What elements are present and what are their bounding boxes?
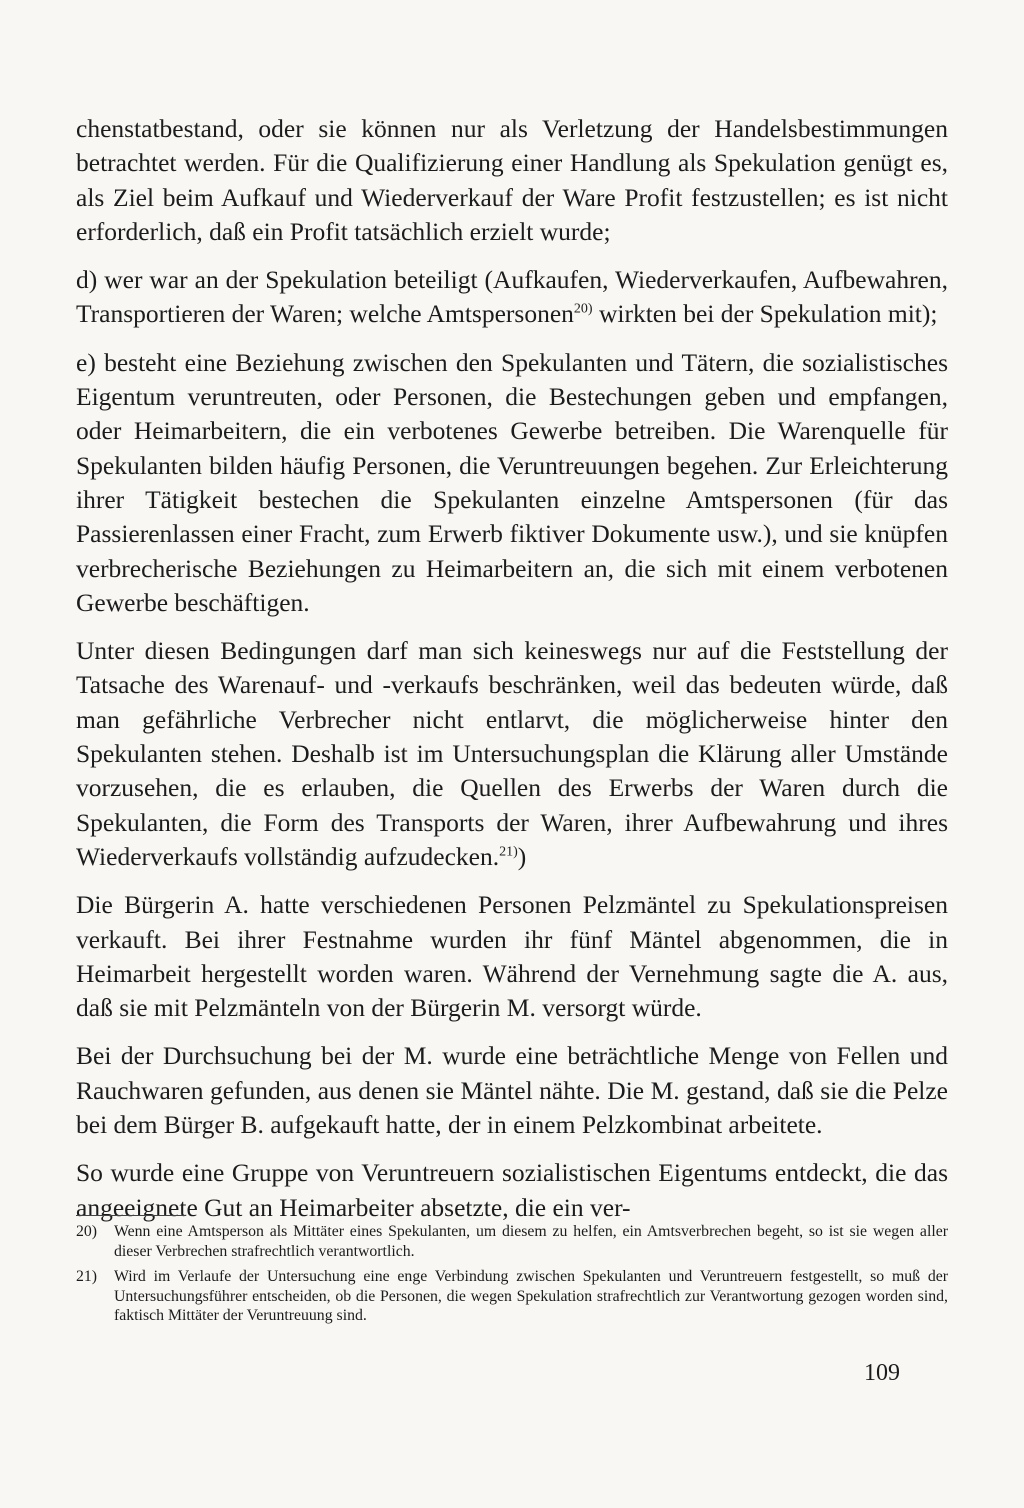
footnote-20 <box>76 1222 948 1261</box>
paragraph-buergerin-a: Die Bürgerin A. hatte verschiedenen Personen Pelzmäntel zu Spekulationspreisen verkauft. Bei ihrer Festnahme wurden ihr fünf Mäntel abgenommen, die in Heimarbeit hergestellt worden waren. Während der Vernehmung sagte die A. aus, daß sie mit Pelzmänteln von der Bürgerin M. versorgt würde. <box>76 890 948 1023</box>
paragraph-d-text: d) wer war an der Spekulation beteiligt (Aufkaufen, Wiederverkaufen, Aufbewahren, Transportieren der Waren; welche Amtspersonen <box>76 265 948 329</box>
paragraph-gruppe: So wurde eine Gruppe von Veruntreuern sozialistischen Eigentums entdeckt, die das angeeignete Gut an Heimarbeiter absetzte, die ein ver- <box>76 1158 948 1222</box>
body-text <box>76 112 948 1239</box>
footnotes <box>76 1222 948 1332</box>
footnote-ref-20: 20) <box>573 301 593 317</box>
paragraph-e: e) besteht eine Beziehung zwischen den Spekulanten und Tätern, die sozialistisches Eigentum veruntreuten, oder Personen, die Bestechungen geben und empfangen, oder Heimarbeitern, die ein verbotenes Gewerbe betreiben. Die Warenquelle für Spekulanten bilden häufig Personen, die Veruntreuungen begehen. Zur Erleichterung ihrer Tätigkeit bestechen die Spekulanten einzelne Amtspersonen (für das Passierenlassen einer Fracht, zum Erwerb fiktiver Dokumente usw.), und sie knüpfen verbrecherische Beziehungen zu Heimarbeitern an, die sich mit einem verbotenen Gewerbe beschäftigen. <box>76 347 948 617</box>
footnote-text: Wenn eine Amtsperson als Mittäter eines Spekulanten, um diesem zu helfen, ein Amtsverbrechen begeht, so ist sie wegen aller dieser Verbrechen strafrechtlich verantwortlich. <box>114 1223 948 1260</box>
footnote-text: Wird im Verlaufe der Untersuchung eine enge Verbindung zwischen Spekulanten und Veruntreuern festgestellt, so muß der Untersuchungsführer entscheiden, ob die Personen, die wegen Spekulation strafrechtlich zur Verantwortung gezogen worden sind, faktisch Mittäter der Veruntreuung sind. <box>114 1268 948 1324</box>
paragraph-untersuchungsplan <box>76 634 948 874</box>
paragraph-untersuchungsplan-text: Unter diesen Bedingungen darf man sich keineswegs nur auf die Feststellung der Tatsache des Warenauf- und -verkaufs beschränken, weil das bedeuten würde, daß man gefährliche Verbrecher nicht entlarvt, die möglicherweise hinter den Spekulanten stehen. Deshalb ist im Untersuchungsplan die Klärung aller Umstände vorzusehen, die es erlauben, die Quellen des Erwerbs der Waren durch die Spekulanten, die Form des Transports der Waren, ihrer Aufbewahrung und ihres Wiederverkaufs vollständig aufzudecken. <box>76 636 948 871</box>
footnote-ref-21: 21) <box>499 844 518 860</box>
paragraph-d-tail: wirkten bei der Spekulation mit); <box>592 299 938 329</box>
paragraph-d <box>76 263 948 332</box>
footnote-number: 20) <box>76 1223 98 1240</box>
footnote-number: 21) <box>76 1268 98 1285</box>
paragraph-durchsuchung: Bei der Durchsuchung bei der M. wurde eine beträchtliche Menge von Fellen und Rauchwaren gefunden, aus denen sie Mäntel nähte. Die M. gestand, daß sie die Pelze bei dem Bürger B. aufgekauft hatte, der in einem Pelzkombinat arbeitete. <box>76 1041 948 1140</box>
paragraph-continuation: chenstatbestand, oder sie können nur als Verletzung der Handelsbestimmungen betrachtet werden. Für die Qualifizierung einer Handlung als Spekulation genügt es, als Ziel beim Aufkauf und Wiederverkauf der Ware Profit festzustellen; es ist nicht erforderlich, daß ein Profit tatsächlich erzielt wurde; <box>76 114 948 246</box>
footnote-divider <box>76 1215 186 1216</box>
page-number: 109 <box>864 1360 900 1386</box>
paragraph-untersuchungsplan-tail: ) <box>517 841 527 871</box>
footnote-21 <box>76 1267 948 1326</box>
